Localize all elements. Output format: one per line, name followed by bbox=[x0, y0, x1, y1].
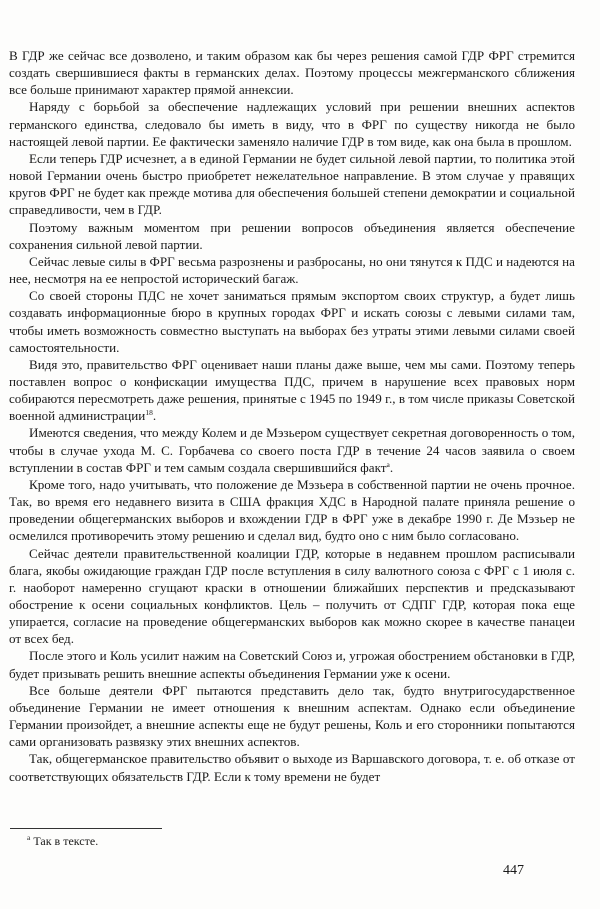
body-text bbox=[9, 47, 575, 785]
footnote-mark: а bbox=[27, 833, 31, 842]
paragraph: Видя это, правительство ФРГ оценивает наши планы даже выше, чем мы сами. Поэтому теперь поставлен вопрос о конфискации имущества ПДС, причем в нарушение всех правовых норм собираются пересмотреть даже решения, принятые с 1945 по 1949 г., в том числе приказы Советской военной администрации$^{18}$. bbox=[9, 356, 575, 424]
paragraph: После этого и Коль усилит нажим на Советский Союз и, угрожая обострением обстановки в ГДР, будет призывать решить внешние аспекты объединения Германии уже к осени. bbox=[9, 648, 575, 681]
paragraph: Поэтому важным моментом при решении вопросов объединения является обеспечение сохранения сильной левой партии. bbox=[9, 219, 575, 252]
paragraph: Имеются сведения, что между Колем и де Мэзьером существует секретная договоренность о том, чтобы в случае ухода М. С. Горбачева со своего поста ГДР в течение 24 часов заявила о своем вступлении в состав ФРГ и тем самым создала свершившийся факт$^а$. bbox=[9, 425, 575, 475]
paragraph: Все больше деятели ФРГ пытаются представить дело так, будто внутригосударственное объединение Германии не имеет отношения к внешним аспектам. Однако если объединение Германии произойдет, а внешние аспекты еще не будут решены, Коль и его сторонники попытаются сами организовать развязку этих внешних аспектов. bbox=[9, 682, 575, 750]
paragraph: Сейчас левые силы в ФРГ весьма разрознены и разбросаны, но они тянутся к ПДС и надеются на нее, несмотря на ее непростой исторический багаж. bbox=[9, 253, 575, 287]
footnote bbox=[27, 834, 98, 849]
paragraph: Наряду с борьбой за обеспечение надлежащих условий при решении внешних аспектов германского единства, следовало бы иметь в виду, что в ФРГ по существу никогда не было настоящей левой партии. Ее фактически заменяло наличие ГДР в том виде, как она была в прошлом. bbox=[9, 99, 575, 149]
paragraph: Сейчас деятели правительственной коалиции ГДР, которые в недавнем прошлом расписывали блага, якобы ожидающие граждан ГДР после вступления в силу валютного союза с ФРГ с 1 июля с. г. наоборот намеренно сгущают краски в отношении ближайших перспектив и предсказывают обострение к осени социальных конфликтов. Цель – получить от СДПГ ГДР, которая пока еще упирается, согласие на проведение общегерманских выборов как можно скорее в качестве панацеи от всех бед. bbox=[9, 545, 575, 647]
paragraph: Так, общегерманское правительство объявит о выходе из Варшавского договора, т. е. об отказе от соответствующих обязательств ГДР. Если к тому времени не будет bbox=[9, 751, 575, 784]
footnote-divider bbox=[10, 828, 162, 829]
paragraph: Кроме того, надо учитывать, что положение де Мэзьера в собственной партии не очень прочное. Так, во время его недавнего визита в США фракция ХДС в Народной палате приняла решение о проведении общегерманских выборов и вхождении ГДР в ФРГ уже в декабре 1990 г. Де Мэзьер не осмелился противоречить этому решению и сделал вид, будто оно с ним было согласовано. bbox=[9, 476, 575, 544]
footnote-ref: 18 bbox=[145, 408, 153, 418]
paragraph: В ГДР же сейчас все дозволено, и таким образом как бы через решения самой ГДР ФРГ стремится создать свершившиеся факты в германских делах. Поэтому процессы межгерманского сближения все больше принимают характер прямой аннексии. bbox=[9, 48, 575, 98]
page-number: 447 bbox=[503, 863, 524, 878]
footnote-ref: а bbox=[386, 459, 390, 469]
paragraph: Если теперь ГДР исчезнет, а в единой Германии не будет сильной левой партии, то политика этой новой Германии очень быстро приобретет нежелательное направление. В этом случае у правящих кругов ФРГ не будет как прежде мотива для обеспечения большей степени демократии и социальной справедливости, чем в ГДР. bbox=[9, 150, 575, 218]
footnote-text: Так в тексте. bbox=[33, 834, 99, 848]
paragraph: Со своей стороны ПДС не хочет заниматься прямым экспортом своих структур, а будет лишь создавать информационные бюро в крупных городах ФРГ и искать союзы с левыми силами там, чтобы иметь возможность совместно выступать на выборах без утраты этими левыми силами своей самостоятельности. bbox=[9, 288, 575, 355]
